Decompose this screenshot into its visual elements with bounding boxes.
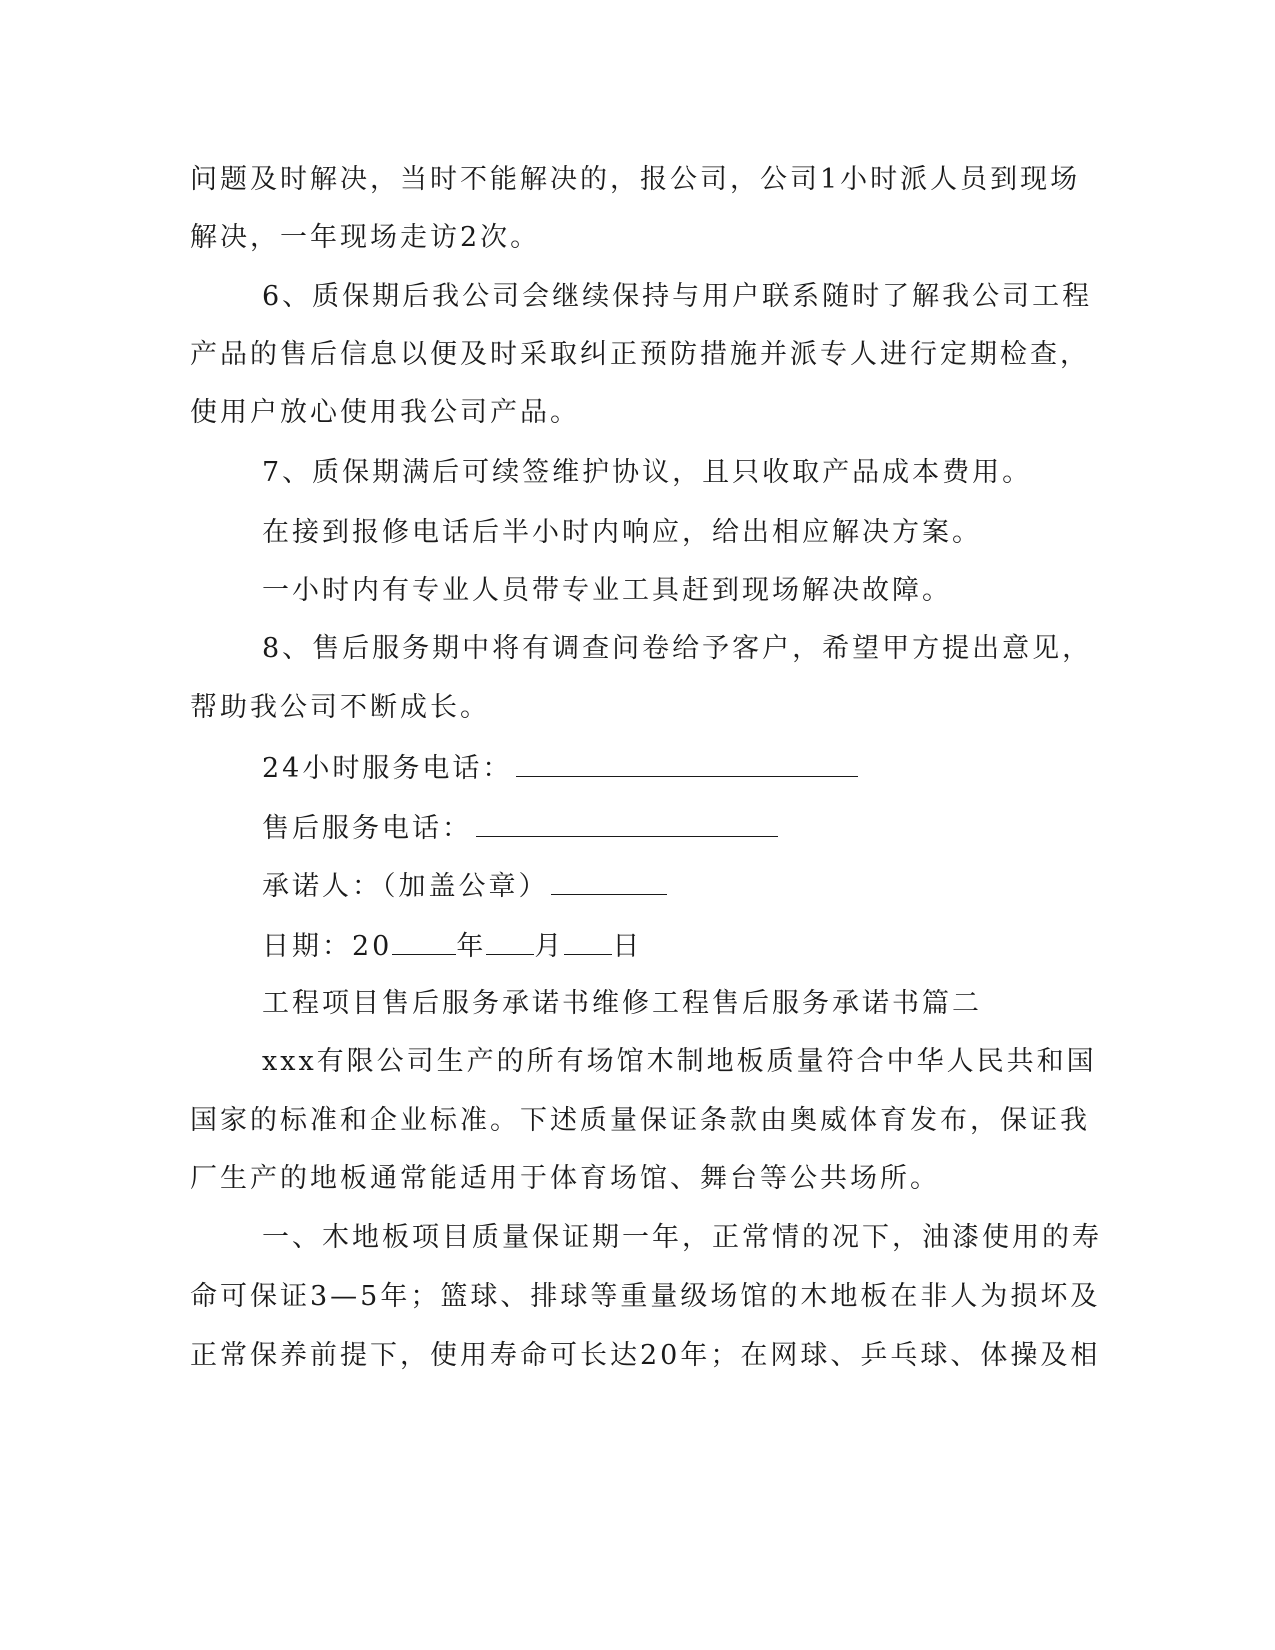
paragraph-line: 7、质保期满后可续签维护协议，且只收取产品成本费用。 (262, 457, 1033, 488)
paragraph-line: 产品的售后信息以便及时采取纠正预防措施并派专人进行定期检查， (190, 339, 1090, 370)
section-heading: 工程项目售后服务承诺书维修工程售后服务承诺书篇二 (262, 988, 982, 1019)
paragraph-line: 问题及时解决，当时不能解决的，报公司，公司1小时派人员到现场 (190, 164, 1081, 195)
paragraph-line: 使用户放心使用我公司产品。 (190, 397, 580, 428)
phone24-blank (516, 752, 858, 777)
paragraph-line: 在接到报修电话后半小时内响应，给出相应解决方案。 (262, 517, 982, 548)
paragraph-line: 一小时内有专业人员带专业工具赶到现场解决故障。 (262, 575, 952, 606)
paragraph-line: 6、质保期后我公司会继续保持与用户联系随时了解我公司工程 (262, 281, 1093, 312)
paragraph-line: 8、售后服务期中将有调查问卷给予客户，希望甲方提出意见， (262, 633, 1093, 664)
month-label: 月 (534, 931, 565, 962)
paragraph-line: 一、木地板项目质量保证期一年，正常情的况下，油漆使用的寿 (262, 1222, 1102, 1253)
year-blank (392, 930, 456, 955)
year-label: 年 (456, 931, 487, 962)
paragraph-line: 正常保养前提下，使用寿命可长达20年；在网球、乒乓球、体操及相 (190, 1340, 1101, 1371)
promiser-label: 承诺人：（加盖公章） (262, 871, 549, 902)
phone24-field (262, 752, 1162, 785)
phone24-label: 24小时服务电话： (262, 753, 513, 784)
phone-field (262, 812, 1162, 845)
month-blank (486, 930, 534, 955)
paragraph-line: 解决，一年现场走访2次。 (190, 222, 541, 253)
promiser-field (262, 870, 1162, 903)
day-label: 日 (612, 931, 643, 962)
paragraph-line: 国家的标准和企业标准。下述质量保证条款由奥威体育发布，保证我 (190, 1105, 1090, 1136)
day-blank (564, 930, 612, 955)
paragraph-line: xxx有限公司生产的所有场馆木制地板质量符合中华人民共和国 (262, 1046, 1097, 1077)
phone-label: 售后服务电话： (262, 813, 472, 844)
paragraph-line: 命可保证3—5年；篮球、排球等重量级场馆的木地板在非人为损坏及 (190, 1281, 1101, 1312)
paragraph-line: 厂生产的地板通常能适用于体育场馆、舞台等公共场所。 (190, 1163, 940, 1194)
date-label: 日期：20 (262, 931, 393, 962)
paragraph-line: 帮助我公司不断成长。 (190, 692, 490, 723)
date-field (262, 930, 1162, 963)
signature-blank (551, 870, 667, 895)
phone-blank (476, 812, 778, 837)
